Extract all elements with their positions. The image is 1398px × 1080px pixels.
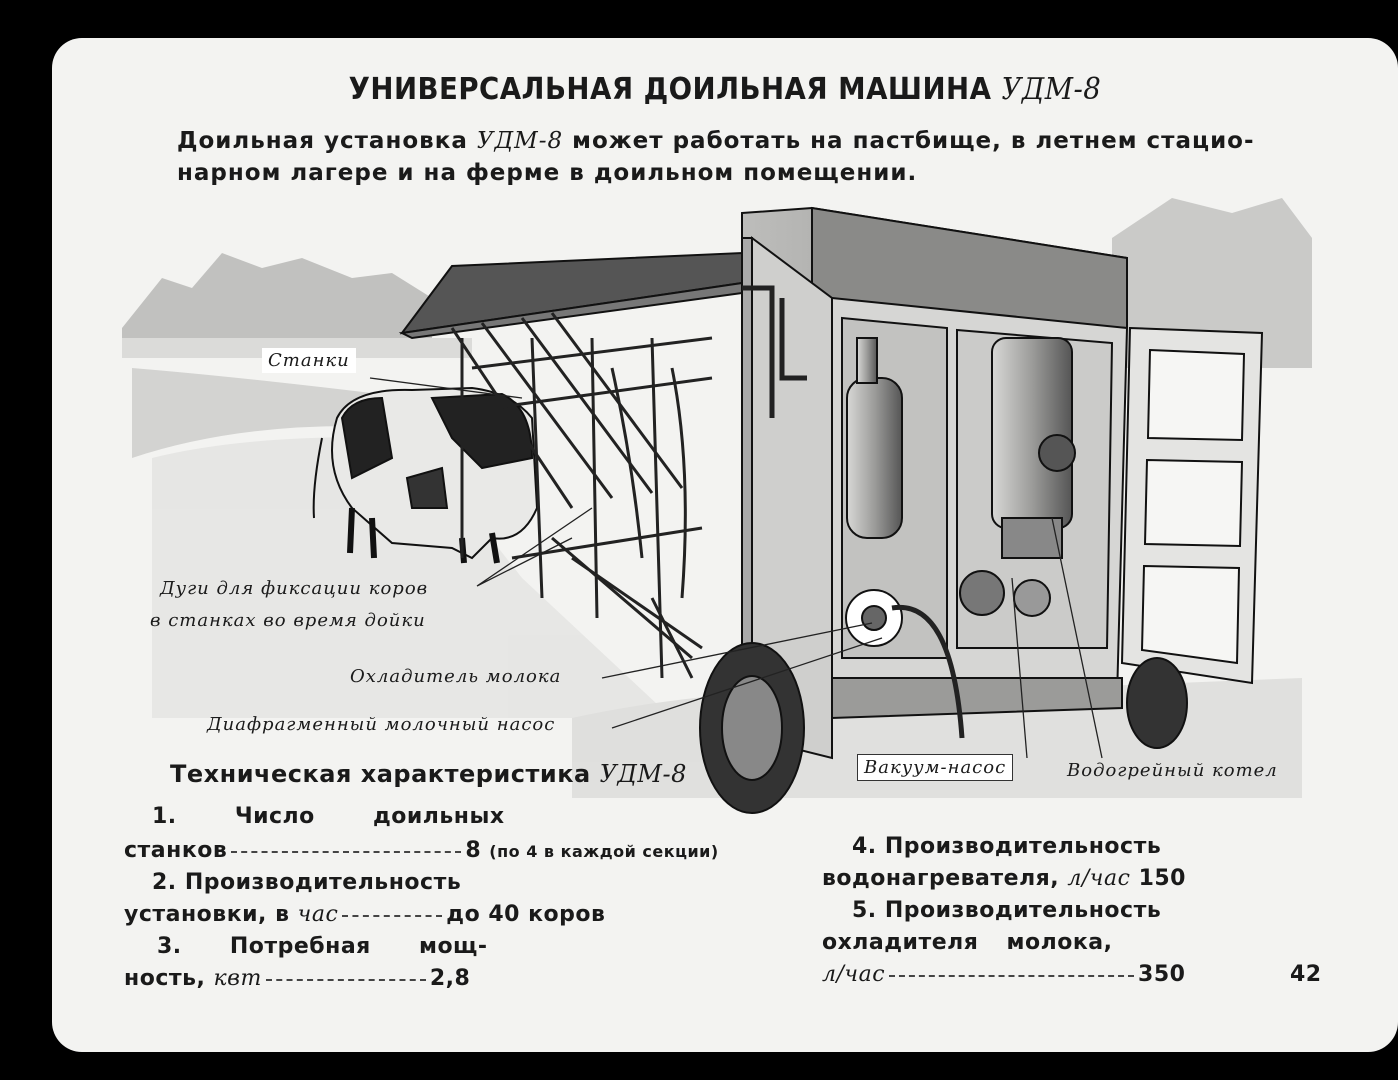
spec-item-2-line-b	[124, 902, 605, 927]
specs-heading-text: Техническая характеристика	[170, 760, 591, 788]
label-dugi-1: Дуги для фиксации коров	[160, 578, 429, 599]
spec-item-2-value: до 40 коров	[446, 902, 606, 927]
spec-item-5-unit: л/час	[822, 962, 886, 987]
specs-heading-model: УДМ-8	[599, 760, 687, 788]
label-pump: Диафрагменный молочный насос	[207, 714, 556, 735]
intro-text-a: Доильная установка	[177, 128, 468, 154]
spec-item-5-line-b: охладителя молока,	[822, 930, 1113, 955]
label-boiler: Водогрейный котел	[1067, 760, 1278, 781]
spec-item-2-line-a: 2. Производительность	[152, 870, 462, 895]
intro-model: УДМ-8	[476, 128, 564, 154]
spec-item-4-label: водонагревателя,	[822, 866, 1060, 891]
label-cooler: Охладитель молока	[350, 666, 562, 687]
spec-item-3-value: 2,8	[429, 966, 471, 991]
specs-heading	[170, 760, 687, 788]
intro-line-2: нарном лагере и на ферме в доильном помещении.	[177, 160, 918, 186]
canopy	[402, 253, 742, 338]
page-number: 42	[1290, 962, 1322, 987]
cooler-tank	[846, 338, 902, 646]
spec-item-2-unit: час	[297, 902, 339, 927]
title-main: УНИВЕРСАЛЬНАЯ ДОИЛЬНАЯ МАШИНА	[348, 72, 992, 107]
page-title	[106, 72, 1344, 107]
spec-item-3-line-b	[124, 966, 470, 991]
title-model: УДМ-8	[1001, 72, 1102, 107]
spec-item-4-unit: л/час	[1067, 866, 1131, 891]
spec-item-4-line-a: 4. Производительность	[852, 834, 1162, 859]
spec-item-1-line-a: 1. Число доильных	[152, 804, 505, 829]
milking-machine-illustration	[52, 38, 1398, 1052]
spec-item-5-line-a: 5. Производительность	[852, 898, 1162, 923]
label-stanki: Станки	[262, 348, 356, 373]
label-dugi-2: в станках во время дойки	[150, 610, 426, 631]
spec-item-3-unit: квт	[213, 966, 262, 991]
spec-item-1-value: 8	[465, 838, 482, 863]
spec-item-4-value: 150	[1138, 866, 1186, 891]
spec-item-1-line-b	[124, 838, 719, 863]
spec-item-3-line-a: 3. Потребная мощ-	[157, 934, 488, 959]
spec-item-4-line-b	[822, 866, 1186, 891]
slide-card	[52, 38, 1398, 1052]
spec-item-1-label: станков	[124, 838, 228, 863]
spec-item-3-label: ность,	[124, 966, 206, 991]
spec-item-5-line-c	[822, 962, 1185, 987]
intro-line-1	[177, 128, 1255, 154]
open-door	[1122, 328, 1262, 683]
intro-text-b: может работать на пастбище, в летнем стацио-	[572, 128, 1255, 154]
spec-item-5-value: 350	[1138, 962, 1186, 987]
label-vacuum-pump: Вакуум-насос	[857, 754, 1013, 781]
spec-item-2-label: установки, в	[124, 902, 290, 927]
spec-item-1-note: (по 4 в каждой секции)	[489, 842, 719, 861]
